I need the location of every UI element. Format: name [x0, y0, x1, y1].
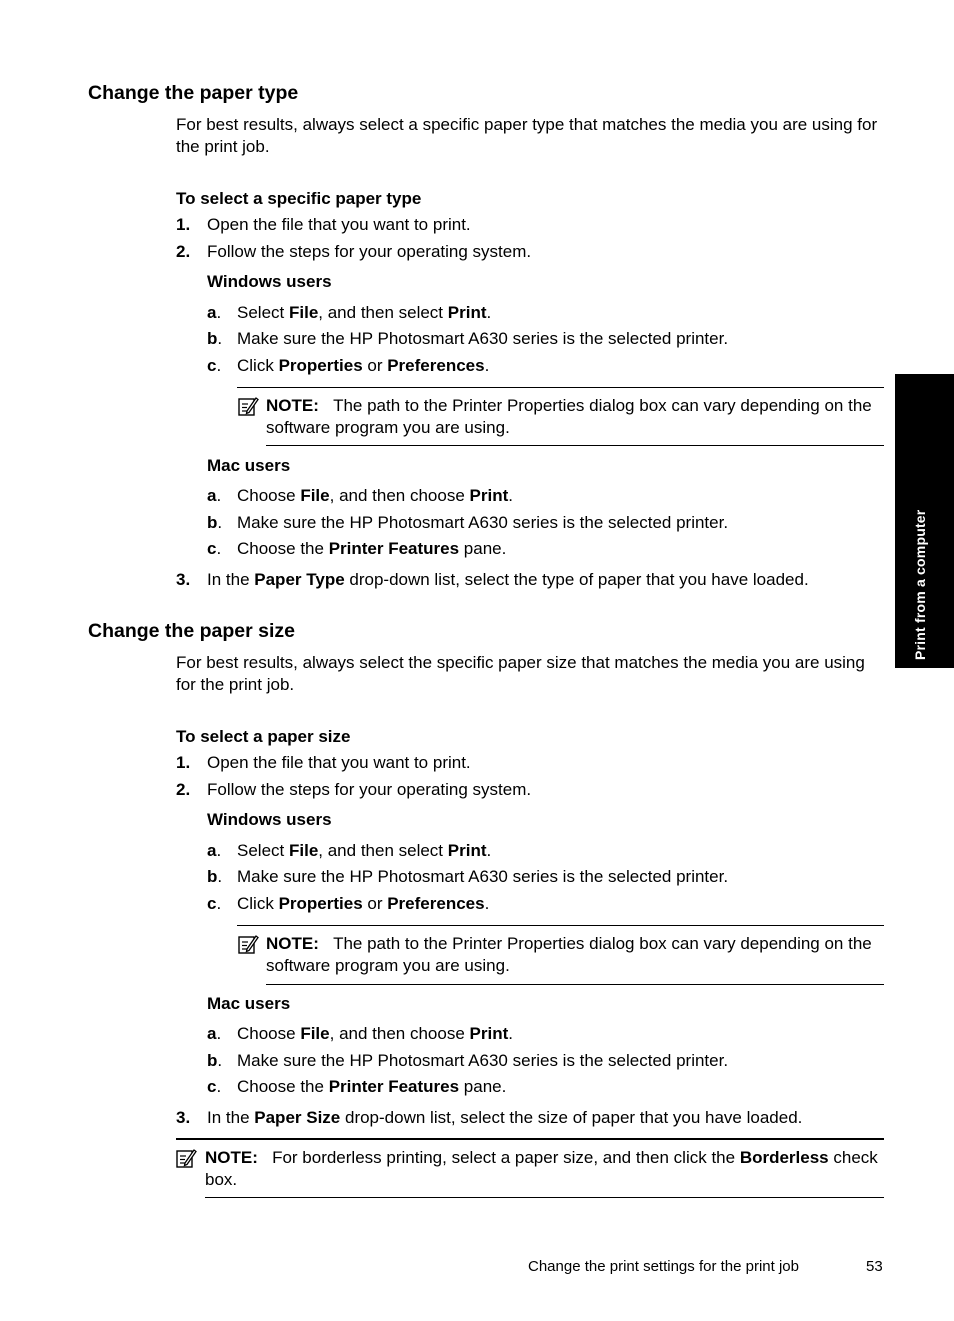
- final-note-body: NOTE: For borderless printing, select a paper size, and then click the Borderless check box.: [205, 1148, 878, 1189]
- section-heading: Change the paper size: [88, 620, 295, 642]
- step-number: 1.: [176, 753, 191, 772]
- step-number: 2.: [176, 780, 191, 799]
- step-text: In the Paper Type drop-down list, select the type of paper that you have loaded.: [207, 570, 809, 589]
- step-number: 3.: [176, 570, 191, 589]
- substep-letter: c.: [207, 539, 222, 558]
- procedure-title: To select a specific paper type: [176, 189, 422, 208]
- step-text: Follow the steps for your operating system.: [207, 780, 532, 799]
- substep-text: Choose the Printer Features pane.: [237, 1077, 507, 1096]
- note-pencil-icon: [237, 395, 259, 417]
- section-intro: For best results, always select a specific paper type that matches the media you are using for the print job.: [176, 115, 878, 156]
- substep-text: Make sure the HP Photosmart A630 series is the selected printer.: [237, 329, 729, 348]
- substep-text: Make sure the HP Photosmart A630 series is the selected printer.: [237, 513, 729, 532]
- note-bottom-rule: [266, 445, 884, 446]
- substep-text: Select File, and then select Print.: [237, 303, 492, 322]
- substep-letter: c.: [207, 1077, 222, 1096]
- final-note-top-rule: [176, 1138, 884, 1140]
- substep-letter: a.: [207, 1024, 222, 1043]
- substep-letter: b.: [207, 513, 223, 532]
- step-text: Follow the steps for your operating system.: [207, 242, 532, 261]
- footer-title: Change the print settings for the print job: [528, 1258, 799, 1275]
- note-pencil-icon: [175, 1147, 197, 1169]
- step-text: Open the file that you want to print.: [207, 753, 471, 772]
- step-text: In the Paper Size drop-down list, select the size of paper that you have loaded.: [207, 1108, 803, 1127]
- section-intro: For best results, always select the specific paper size that matches the media you are using for the print job.: [176, 653, 865, 694]
- section-heading: Change the paper type: [88, 82, 299, 104]
- substep-letter: c.: [207, 356, 222, 375]
- substep-letter: b.: [207, 1051, 223, 1070]
- substep-text: Click Properties or Preferences.: [237, 356, 490, 375]
- page-number: 53: [866, 1258, 883, 1275]
- note-top-rule: [237, 925, 884, 926]
- os-subheading: Windows users: [207, 272, 332, 291]
- os-subheading: Mac users: [207, 456, 291, 475]
- note-pencil-icon: [237, 933, 259, 955]
- note-body: NOTE: The path to the Printer Properties dialog box can vary depending on the software program you are using.: [266, 934, 872, 975]
- substep-letter: b.: [207, 867, 223, 886]
- final-note-bottom-rule: [205, 1197, 884, 1198]
- substep-letter: a.: [207, 841, 222, 860]
- step-number: 1.: [176, 215, 191, 234]
- procedure-title: To select a paper size: [176, 727, 351, 746]
- chapter-side-tab-label: Print from a computer: [912, 509, 928, 660]
- substep-letter: b.: [207, 329, 223, 348]
- substep-text: Select File, and then select Print.: [237, 841, 492, 860]
- note-top-rule: [237, 387, 884, 388]
- substep-text: Choose File, and then choose Print.: [237, 1024, 513, 1043]
- substep-letter: a.: [207, 486, 222, 505]
- substep-text: Make sure the HP Photosmart A630 series is the selected printer.: [237, 867, 729, 886]
- note-body: NOTE: The path to the Printer Properties dialog box can vary depending on the software program you are using.: [266, 396, 872, 437]
- substep-text: Make sure the HP Photosmart A630 series is the selected printer.: [237, 1051, 729, 1070]
- os-subheading: Mac users: [207, 994, 291, 1013]
- step-number: 3.: [176, 1108, 191, 1127]
- os-subheading: Windows users: [207, 810, 332, 829]
- note-bottom-rule: [266, 984, 884, 985]
- substep-text: Choose File, and then choose Print.: [237, 486, 513, 505]
- step-number: 2.: [176, 242, 191, 261]
- substep-text: Choose the Printer Features pane.: [237, 539, 507, 558]
- substep-letter: a.: [207, 303, 222, 322]
- substep-letter: c.: [207, 894, 222, 913]
- step-text: Open the file that you want to print.: [207, 215, 471, 234]
- substep-text: Click Properties or Preferences.: [237, 894, 490, 913]
